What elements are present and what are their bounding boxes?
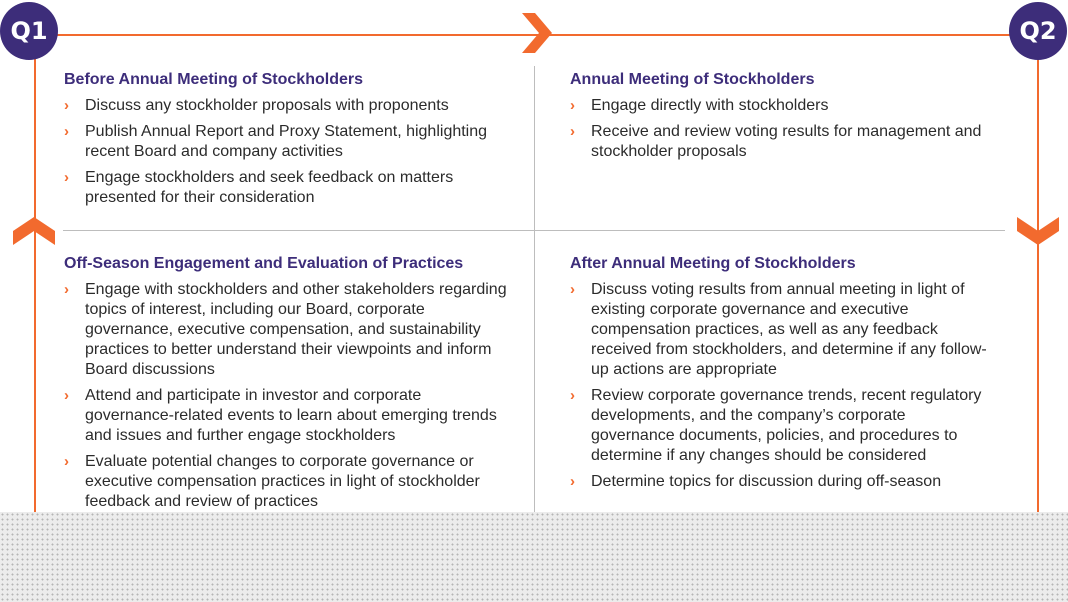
quadrant-before-annual-meeting (64, 70, 509, 214)
bullet-list (570, 280, 990, 492)
chevron-right-icon: › (570, 473, 575, 490)
chevron-right-icon (522, 13, 552, 53)
quadrant-annual-meeting (570, 70, 990, 168)
list-item (64, 168, 509, 208)
list-item (570, 386, 990, 466)
list-item-text: Engage stockholders and seek feedback on matters presented for their consideration (85, 169, 454, 206)
bullet-list (64, 280, 509, 512)
list-item (64, 96, 509, 116)
list-item-text: Determine topics for discussion during off-season (591, 473, 942, 490)
right-connector-line (1037, 58, 1039, 518)
quadrant-after-annual-meeting (570, 254, 990, 498)
list-item-text: Review corporate governance trends, recent regulatory developments, and the company’s corporate governance documents, policies, and procedures to determine if any changes should be considered (591, 387, 982, 464)
quadrant-heading: Off-Season Engagement and Evaluation of Practices (64, 255, 464, 272)
list-item-text: Engage directly with stockholders (591, 97, 829, 114)
quadrant-heading: Before Annual Meeting of Stockholders (64, 71, 363, 88)
list-item (64, 386, 509, 446)
list-item (64, 122, 509, 162)
chevron-right-icon: › (64, 281, 69, 298)
list-item (570, 122, 990, 162)
list-item (570, 96, 990, 116)
left-connector-line (34, 58, 36, 518)
quadrant-heading: After Annual Meeting of Stockholders (570, 255, 856, 272)
stipple-overlay (0, 512, 1068, 602)
list-item-text: Attend and participate in investor and corporate governance-related events to learn about emerging trends and issues and further engage stockholders (85, 387, 497, 444)
list-item-text: Evaluate potential changes to corporate governance or executive compensation practices in light of stockholder feedback and review of practices (85, 453, 480, 510)
list-item-text: Discuss any stockholder proposals with proponents (85, 97, 449, 114)
list-item (570, 472, 990, 492)
q1-badge: Q1 (0, 2, 58, 60)
vertical-divider (534, 66, 535, 512)
chevron-down-icon (1017, 217, 1059, 245)
q2-badge: Q2 (1009, 2, 1067, 60)
bullet-list (570, 96, 990, 162)
chevron-up-icon (13, 217, 55, 245)
chevron-right-icon: › (64, 123, 69, 140)
chevron-right-icon: › (570, 387, 575, 404)
chevron-right-icon: › (64, 97, 69, 114)
quadrant-heading: Annual Meeting of Stockholders (570, 71, 815, 88)
bullet-list (64, 96, 509, 208)
list-item (570, 280, 990, 380)
list-item-text: Engage with stockholders and other stakeholders regarding topics of interest, including our Board, corporate governance, executive compensation, and sustainability practices to better understand their viewpoints and inform Board discussions (85, 281, 507, 378)
list-item (64, 280, 509, 380)
chevron-right-icon: › (570, 97, 575, 114)
chevron-right-icon: › (64, 453, 69, 470)
chevron-right-icon: › (570, 281, 575, 298)
list-item-text: Publish Annual Report and Proxy Statement, highlighting recent Board and company activities (85, 123, 488, 160)
chevron-right-icon: › (64, 387, 69, 404)
chevron-right-icon: › (64, 169, 69, 186)
quadrant-off-season-engagement (64, 254, 509, 518)
chevron-right-icon: › (570, 123, 575, 140)
list-item-text: Receive and review voting results for management and stockholder proposals (591, 123, 982, 160)
horizontal-divider (63, 230, 1005, 231)
list-item-text: Discuss voting results from annual meeting in light of existing corporate governance and executive compensation practices, as well as any feedback received from stockholders, and determine if any follow-up actions are appropriate (591, 281, 987, 378)
list-item (64, 452, 509, 512)
